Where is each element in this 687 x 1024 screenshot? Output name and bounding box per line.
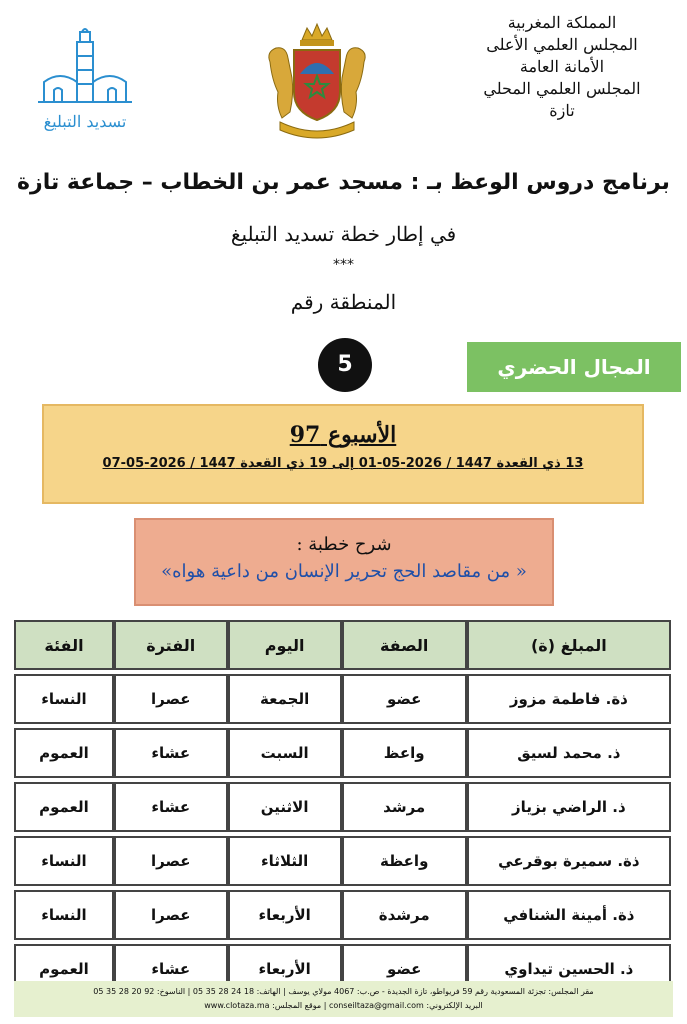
table-row — [14, 890, 671, 940]
sermon-label: شرح خطبة : — [296, 534, 392, 555]
column-header-day: اليوم — [228, 620, 342, 670]
cell-period: عشاء — [114, 944, 228, 994]
royal-emblem-icon — [262, 22, 372, 140]
cell-role: واعظ — [342, 728, 467, 778]
cell-preacher: ذة. أمينة الشنافي — [467, 890, 671, 940]
cell-period: عشاء — [114, 782, 228, 832]
cell-day: الاثنين — [228, 782, 342, 832]
column-header-preacher: المبلغ (ة) — [467, 620, 671, 670]
mosque-icon — [30, 26, 140, 112]
cell-day: السبت — [228, 728, 342, 778]
institution-line: تازة — [549, 101, 575, 120]
cell-role: مرشد — [342, 782, 467, 832]
logo-text: تسديد التبليغ — [43, 112, 127, 131]
column-header-audience: الفئة — [14, 620, 114, 670]
footer-contact — [14, 981, 673, 1017]
zone-number-badge: 5 — [318, 338, 372, 392]
separator-stars: *** — [333, 257, 354, 273]
domain-badge: المجال الحضري — [467, 342, 681, 392]
institution-line: المجلس العلمي المحلي — [483, 79, 641, 98]
cell-role: مرشدة — [342, 890, 467, 940]
cell-audience: العموم — [14, 728, 114, 778]
page-title: برنامج دروس الوعظ بـ : مسجد عمر بن الخطاب – جماعة تازة — [17, 170, 670, 195]
page-subtitle: في إطار خطة تسديد التبليغ — [230, 222, 457, 246]
cell-preacher: ذ. الحسين تيداوي — [467, 944, 671, 994]
cell-period: عصرا — [114, 890, 228, 940]
institution-header — [477, 12, 647, 122]
table-header-row — [14, 620, 671, 670]
cell-preacher: ذة. سميرة بوقرعي — [467, 836, 671, 886]
cell-role: عضو — [342, 944, 467, 994]
cell-audience: النساء — [14, 674, 114, 724]
cell-audience: العموم — [14, 782, 114, 832]
week-title: الأسبوع 97 — [289, 422, 397, 448]
cell-day: الجمعة — [228, 674, 342, 724]
cell-audience: العموم — [14, 944, 114, 994]
sermon-box — [134, 518, 554, 606]
cell-role: عضو — [342, 674, 467, 724]
institution-line: الأمانة العامة — [519, 57, 605, 76]
cell-preacher: ذة. فاطمة مزوز — [467, 674, 671, 724]
cell-preacher: ذ. الراضي بزياز — [467, 782, 671, 832]
column-header-role: الصفة — [342, 620, 467, 670]
table-row — [14, 728, 671, 778]
tasdid-logo — [30, 26, 140, 138]
cell-day: الثلاثاء — [228, 836, 342, 886]
sermon-title: « من مقاصد الحج تحرير الإنسان من داعية هواه» — [161, 561, 527, 582]
cell-period: عشاء — [114, 728, 228, 778]
week-dates: 13 ذي القعدة 1447 / 2026-05-01 إلى 19 ذي القعدة 1447 / 2026-05-07 — [102, 456, 584, 471]
institution-line: المجلس العلمي الأعلى — [486, 35, 638, 54]
cell-day: الأربعاء — [228, 944, 342, 994]
schedule-table — [14, 620, 671, 994]
cell-period: عصرا — [114, 674, 228, 724]
footer-address: مقر المجلس: تجزئة المسعودية رقم 59 فريواطو، تازة الجديدة - ص.ب: 4067 مولاي يوسف | الهاتف: 18 24 28 35 05 | الناسوخ: 92 20 28 35 05 — [93, 987, 594, 996]
institution-line: المملكة المغربية — [507, 13, 617, 32]
cell-preacher: ذ. محمد لسيق — [467, 728, 671, 778]
cell-role: واعظة — [342, 836, 467, 886]
cell-period: عصرا — [114, 836, 228, 886]
cell-day: الأربعاء — [228, 890, 342, 940]
column-header-period: الفترة — [114, 620, 228, 670]
table-row — [14, 782, 671, 832]
footer-email-website: البريد الإلكتروني: conseiltaza@gmail.com | موقع المجلس: www.clotaza.ma — [204, 1001, 483, 1010]
cell-audience: النساء — [14, 836, 114, 886]
zone-label: المنطقة رقم — [290, 290, 397, 314]
cell-audience: النساء — [14, 890, 114, 940]
week-box — [42, 404, 644, 504]
table-row — [14, 836, 671, 886]
table-row — [14, 674, 671, 724]
